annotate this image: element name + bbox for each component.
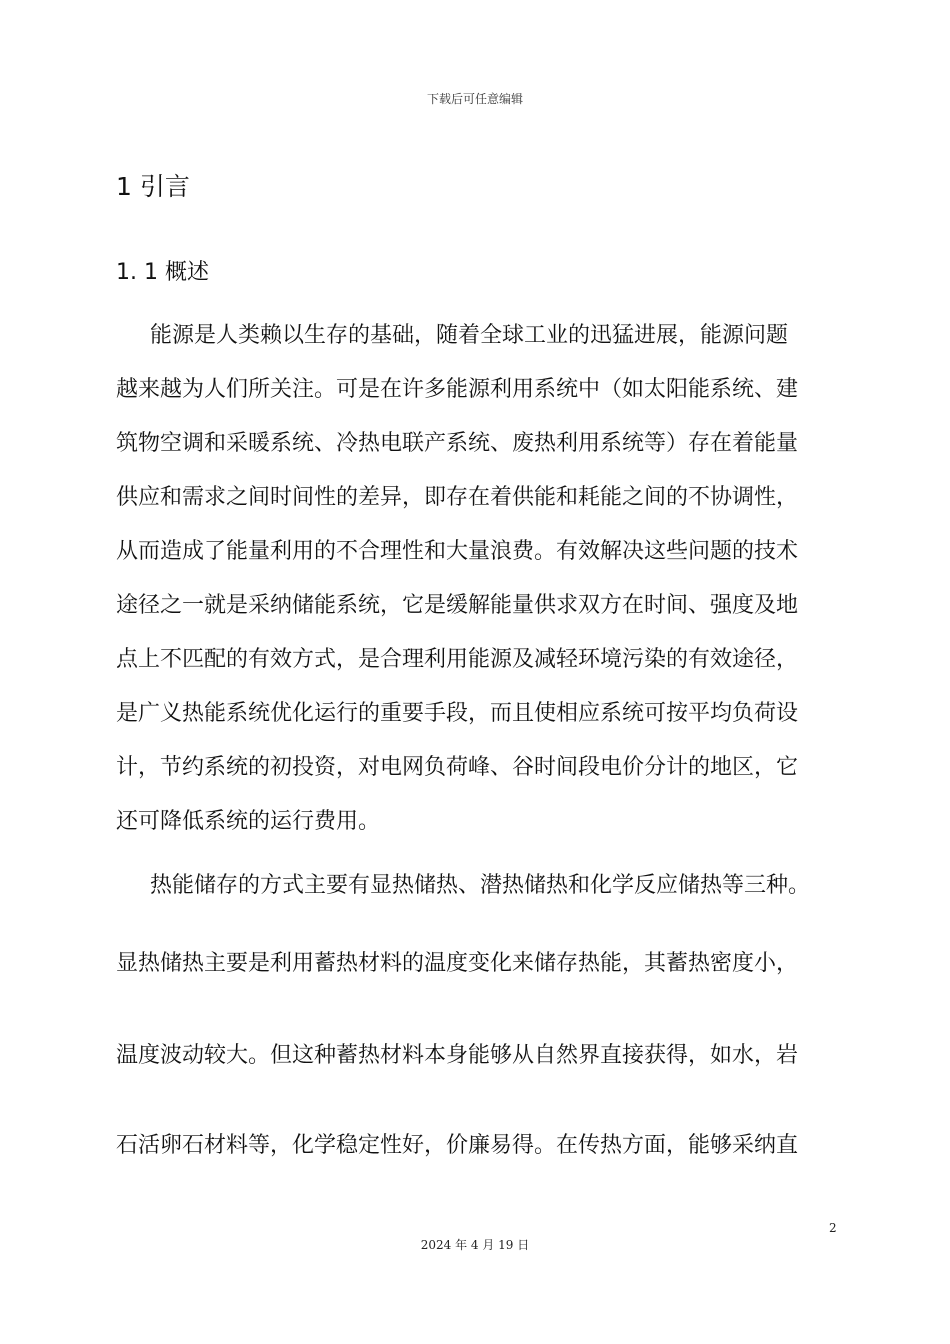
footer-date: 2024 年 4 月 19 日 [420, 1238, 530, 1252]
text-line: 筑物空调和采暖系统、冷热电联产系统、废热利用系统等）存在着能量 [116, 431, 799, 456]
section-heading: 1 引言 [116, 172, 190, 201]
text-line: 从而造成了能量利用的不合理性和大量浪费。有效解决这些问题的技术 [116, 539, 799, 564]
page-number: 2 [829, 1221, 837, 1235]
text-line: 热能储存的方式主要有显热储热、潜热储热和化学反应储热等三种。 [150, 873, 811, 898]
text-line: 途径之一就是采纳储能系统，它是缓解能量供求双方在时间、强度及地 [116, 593, 799, 618]
text-line: 温度波动较大。但这种蓄热材料本身能够从自然界直接获得，如水，岩 [116, 1043, 799, 1068]
header-note: 下载后可任意编辑 [426, 92, 523, 106]
text-line: 越来越为人们所关注。可是在许多能源利用系统中（如太阳能系统、建 [116, 377, 799, 402]
subsection-heading: 1. 1 概述 [116, 260, 209, 285]
text-line: 能源是人类赖以生存的基础，随着全球工业的迅猛进展，能源问题 [150, 323, 789, 348]
text-line: 石活卵石材料等，化学稳定性好，价廉易得。在传热方面，能够采纳直 [116, 1133, 799, 1158]
text-line: 点上不匹配的有效方式，是合理利用能源及减轻环境污染的有效途径， [116, 647, 799, 672]
text-line: 供应和需求之间时间性的差异，即存在着供能和耗能之间的不协调性， [116, 485, 799, 510]
text-line: 还可降低系统的运行费用。 [116, 809, 381, 834]
text-line: 显热储热主要是利用蓄热材料的温度变化来储存热能，其蓄热密度小， [116, 951, 799, 976]
text-line: 计，节约系统的初投资，对电网负荷峰、谷时间段电价分计的地区，它 [116, 755, 799, 780]
text-line: 是广义热能系统优化运行的重要手段，而且使相应系统可按平均负荷设 [116, 701, 799, 726]
